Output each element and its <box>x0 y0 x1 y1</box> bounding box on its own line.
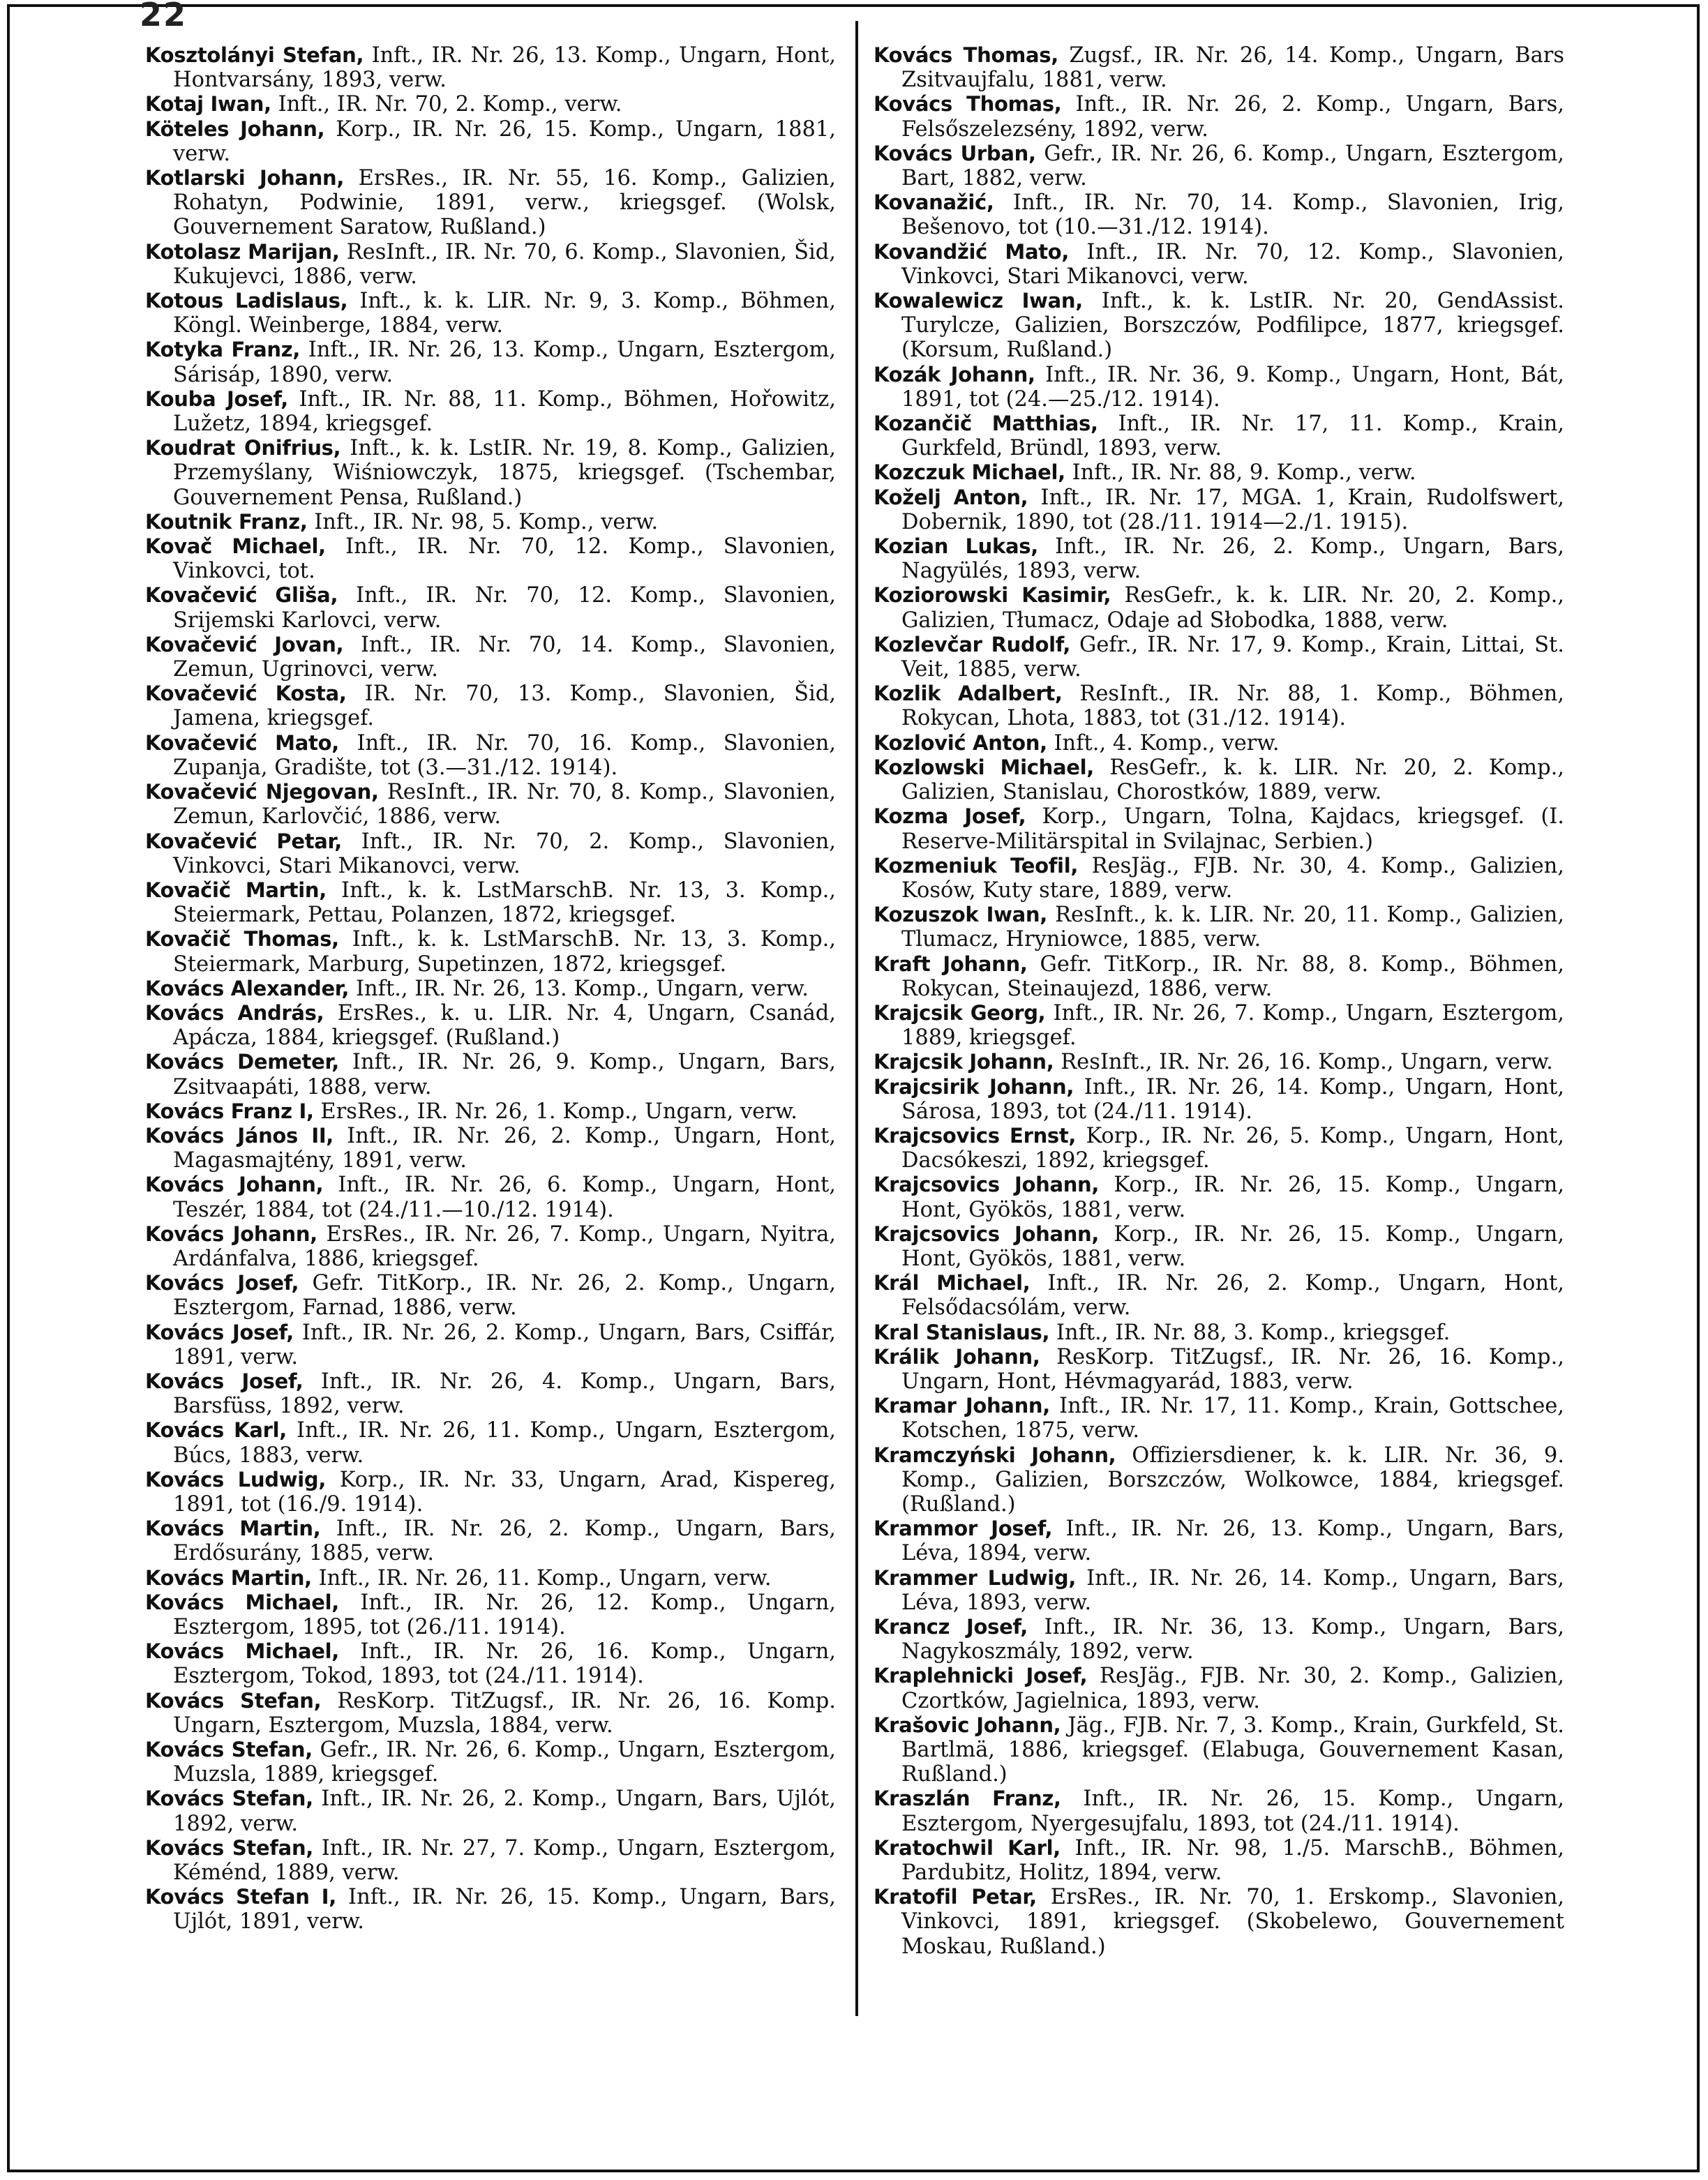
entry-name: Kraplehnicki Josef, <box>874 1664 1088 1688</box>
list-entry <box>874 903 1564 952</box>
list-entry <box>874 1443 1564 1517</box>
column-divider <box>855 21 858 2016</box>
entry-name: Kovács Franz I, <box>145 1099 314 1123</box>
list-entry <box>874 460 1564 485</box>
entry-name: Kotyka Franz, <box>145 338 301 362</box>
list-entry <box>874 142 1564 190</box>
entry-name: Kovačič Thomas, <box>145 927 339 952</box>
entry-details: ResInft., IR. Nr. 70, 6. Komp., Slavonien, Šid, Kukujevci, 1886, verw. <box>173 239 836 289</box>
entry-details: Inft., IR. Nr. 17, MGA. 1, Krain, Rudolfswert, Dobernik, 1890, tot (28./11. 1914—2./1. 1915). <box>901 485 1564 534</box>
entry-details: Inft., k. k. LstIR. Nr. 19, 8. Komp., Galizien, Przemyślany, Wiśniowczyk, 1875, kriegsgef. (Tschembar, Gouvernement Pensa, Rußland.) <box>173 436 837 510</box>
entry-details: ResGefr., k. k. LIR. Nr. 20, 2. Komp., Galizien, Tłumacz, Odaje ad Słobodka, 1888, verw. <box>901 583 1564 633</box>
entry-name: Kovács Stefan, <box>145 1688 322 1713</box>
left-column <box>145 43 836 1934</box>
entry-name: Kovačević Mato, <box>145 730 339 755</box>
entry-details: Inft., IR. Nr. 88, 11. Komp., Böhmen, Hořowitz, Lužetz, 1894, kriegsgef. <box>173 386 837 437</box>
list-entry <box>874 1321 1564 1345</box>
entry-details: Inft., IR. Nr. 98, 5. Komp., verw. <box>307 509 659 534</box>
list-entry <box>145 927 836 976</box>
list-entry <box>874 804 1564 853</box>
entry-name: Kramczyński Johann, <box>874 1443 1116 1467</box>
list-entry <box>145 780 836 829</box>
entry-name: Kozuszok Iwan, <box>874 903 1047 927</box>
list-entry <box>145 1418 836 1467</box>
entry-name: Kovács Ludwig, <box>145 1467 327 1491</box>
entry-details: Inft., IR. Nr. 26, 7. Komp., Ungarn, Esztergom, 1889, kriegsgef. <box>901 1000 1564 1051</box>
entry-details: Inft., IR. Nr. 26, 15. Komp., Ungarn, Bars, Ujlót, 1891, verw. <box>173 1885 836 1934</box>
entry-details: Inft., IR. Nr. 26, 13. Komp., Ungarn, Esztergom, Sárisáp, 1890, verw. <box>173 338 836 387</box>
list-entry <box>874 633 1564 682</box>
list-entry <box>145 583 836 632</box>
list-entry <box>874 1050 1564 1074</box>
list-entry <box>145 1738 836 1787</box>
list-entry <box>874 756 1564 804</box>
list-entry <box>145 1050 836 1099</box>
entry-details: Inft., IR. Nr. 17, 11. Komp., Krain, Gurkfeld, Bründl, 1893, verw. <box>901 412 1564 461</box>
entry-name: Kovács Martin, <box>145 1517 321 1541</box>
entry-details: Inft., IR. Nr. 26, 6. Komp., Ungarn, Hont, Teszér, 1884, tot (24./11.—10./12. 1914). <box>173 1173 836 1222</box>
entry-details: Inft., IR. Nr. 26, 2. Komp., Ungarn, Bars, Ujlót, 1892, verw. <box>173 1787 836 1836</box>
entry-name: Kovács Stefan, <box>145 1787 313 1811</box>
list-entry <box>145 1566 836 1591</box>
entry-name: Kovács János II, <box>145 1123 334 1148</box>
entry-name: Kovanažić, <box>874 190 994 215</box>
entry-name: Koželj Anton, <box>874 485 1028 509</box>
list-entry <box>145 1369 836 1418</box>
list-entry <box>145 1787 836 1835</box>
list-entry <box>145 1321 836 1369</box>
entry-details: ResInft., IR. Nr. 88, 1. Komp., Böhmen, Rokycan, Lhota, 1883, tot (31./12. 1914). <box>901 682 1564 731</box>
list-entry <box>145 1222 836 1271</box>
entry-name: Kovács Thomas, <box>874 92 1062 116</box>
list-entry <box>145 829 836 878</box>
list-entry <box>145 1885 836 1934</box>
entry-name: Kozlowski Michael, <box>874 755 1095 779</box>
entry-details: Inft., IR. Nr. 26, 11. Komp., Ungarn, Esztergom, Búcs, 1883, verw. <box>173 1418 837 1468</box>
entry-details: IR. Nr. 70, 13. Komp., Slavonien, Šid, Jamena, kriegsgef. <box>173 682 836 731</box>
entry-name: Kozlović Anton, <box>874 730 1047 755</box>
entry-details: Inft., IR. Nr. 26, 9. Komp., Ungarn, Bars, Zsitvaapáti, 1888, verw. <box>173 1050 837 1099</box>
entry-name: Kovács Stefan I, <box>145 1885 336 1909</box>
entry-details: Inft., IR. Nr. 26, 14. Komp., Ungarn, Hont, Sárosa, 1893, tot (24./11. 1914). <box>901 1074 1565 1124</box>
entry-details: Inft., IR. Nr. 26, 16. Komp., Ungarn, Esztergom, Tokod, 1893, tot (24./11. 1914). <box>173 1639 836 1689</box>
entry-name: Kovačević Njegovan, <box>145 780 379 804</box>
entry-name: Kozmeniuk Teofil, <box>874 853 1079 878</box>
entry-details: Inft., IR. Nr. 70, 14. Komp., Slavonien, Zemun, Ugrinovci, verw. <box>173 632 836 682</box>
entry-details: Korp., Ungarn, Tolna, Kajdacs, kriegsgef. (I. Reserve-Militärspital in Svilajnac, Serbien.) <box>901 804 1564 854</box>
entry-details: Offiziersdiener, k. k. LIR. Nr. 36, 9. Komp., Galizien, Borszczów, Wolkowce, 1884, kriegsgef. (Rußland.) <box>901 1443 1564 1517</box>
entry-details: ResJäg., FJB. Nr. 30, 4. Komp., Galizien, Kosów, Kuty stare, 1889, verw. <box>901 853 1565 903</box>
list-entry <box>874 1001 1564 1050</box>
entry-name: Kovács Johann, <box>145 1173 324 1197</box>
entry-details: Inft., IR. Nr. 26, 2. Komp., Ungarn, Bars, Erdősurány, 1885, verw. <box>173 1517 836 1566</box>
entry-details: Inft., k. k. LstMarschB. Nr. 13, 3. Komp., Steiermark, Pettau, Polanzen, 1872, kriegsgef. <box>173 878 836 928</box>
entry-name: Koutnik Franz, <box>145 509 308 534</box>
list-entry <box>145 1173 836 1221</box>
list-entry <box>874 583 1564 632</box>
entry-details: Gefr., IR. Nr. 17, 9. Komp., Krain, Littai, St. Veit, 1885, verw. <box>901 632 1564 682</box>
entry-name: Kral Stanislaus, <box>874 1320 1050 1344</box>
entry-details: Inft., IR. Nr. 26, 2. Komp., Ungarn, Bars, Felsőszelezsény, 1892, verw. <box>901 92 1564 142</box>
entry-name: Kouba Josef, <box>145 386 288 411</box>
entry-details: Inft., k. k. LIR. Nr. 9, 3. Komp., Böhmen, Köngl. Weinberge, 1884, verw. <box>173 289 836 338</box>
list-entry <box>145 1099 836 1124</box>
entry-name: Kratochwil Karl, <box>874 1835 1061 1860</box>
list-entry <box>145 682 836 730</box>
entry-details: ErsRes., k. u. LIR. Nr. 4, Ungarn, Csanád, Apácza, 1884, kriegsgef. (Rußland.) <box>173 1000 836 1051</box>
entry-name: Kratofil Petar, <box>874 1885 1037 1909</box>
entry-details: ErsRes., IR. Nr. 26, 1. Komp., Ungarn, verw. <box>313 1099 797 1124</box>
list-entry <box>145 1271 836 1320</box>
entry-details: Inft., IR. Nr. 36, 13. Komp., Ungarn, Bars, Nagykoszmály, 1892, verw. <box>901 1615 1564 1664</box>
list-entry <box>145 1001 836 1050</box>
list-entry <box>874 1394 1564 1443</box>
list-entry <box>145 878 836 927</box>
entry-name: Kozák Johann, <box>874 362 1035 386</box>
entry-details: ResInft., IR. Nr. 70, 8. Komp., Slavonien, Zemun, Karlovčić, 1886, verw. <box>173 780 836 829</box>
list-entry <box>874 1566 1564 1615</box>
entry-name: Kovács Michael, <box>145 1639 339 1664</box>
entry-name: Kozlik Adalbert, <box>874 682 1063 706</box>
entry-details: Jäg., FJB. Nr. 7, 3. Komp., Krain, Gurkfeld, St. Bartlmä, 1886, kriegsgef. (Elabuga, Gouvernement Kasan, Rußland.) <box>901 1713 1564 1787</box>
entry-details: Inft., IR. Nr. 26, 2. Komp., Ungarn, Hont, Felsődacsólám, verw. <box>901 1271 1565 1321</box>
entry-details: Inft., IR. Nr. 17, 11. Komp., Krain, Gottschee, Kotschen, 1875, verw. <box>901 1394 1564 1443</box>
entry-name: Kotlarski Johann, <box>145 166 345 190</box>
entry-details: Inft., IR. Nr. 26, 13. Komp., Ungarn, Hont, Hontvarsány, 1893, verw. <box>173 43 836 93</box>
entry-details: Korp., IR. Nr. 26, 15. Komp., Ungarn, 1881, verw. <box>173 116 836 166</box>
list-entry <box>145 1836 836 1885</box>
list-entry <box>145 1591 836 1639</box>
list-entry <box>874 412 1564 460</box>
list-entry <box>874 486 1564 534</box>
entry-name: Krašovic Johann, <box>874 1713 1061 1737</box>
entry-details: Inft., IR. Nr. 88, 9. Komp., verw. <box>1065 460 1416 486</box>
entry-name: Kovács Stefan, <box>145 1835 314 1860</box>
entry-name: Kovács Josef, <box>145 1320 294 1344</box>
entry-details: Inft., IR. Nr. 26, 4. Komp., Ungarn, Bars, Barsfüss, 1892, verw. <box>173 1369 836 1419</box>
list-entry <box>145 289 836 338</box>
entry-details: ResGefr., k. k. LIR. Nr. 20, 2. Komp., Galizien, Stanislau, Chorostków, 1889, verw. <box>901 755 1564 805</box>
list-entry <box>145 92 836 116</box>
list-entry <box>874 1271 1564 1320</box>
list-entry <box>145 1468 836 1517</box>
entry-name: Krancz Josef, <box>874 1615 1028 1639</box>
list-entry <box>145 731 836 780</box>
entry-name: Kovačević Petar, <box>145 829 342 853</box>
entry-name: Krajcsovics Johann, <box>874 1173 1100 1197</box>
entry-details: Gefr. TitKorp., IR. Nr. 26, 2. Komp., Ungarn, Esztergom, Farnad, 1886, verw. <box>173 1271 836 1321</box>
list-entry <box>145 977 836 1001</box>
list-entry <box>145 534 836 583</box>
entry-name: Kovačič Martin, <box>145 878 327 902</box>
entry-name: Kovačević Jovan, <box>145 632 344 656</box>
list-entry <box>874 1075 1564 1124</box>
entry-name: Kovács Demeter, <box>145 1050 339 1074</box>
entry-name: Kowalewicz Iwan, <box>874 289 1083 313</box>
entry-details: Inft., IR. Nr. 26, 2. Komp., Ungarn, Bars, Csiffár, 1891, verw. <box>173 1320 836 1369</box>
list-entry <box>874 1615 1564 1664</box>
list-entry <box>874 289 1564 363</box>
entry-details: ResInft., IR. Nr. 26, 16. Komp., Ungarn, verw. <box>1054 1050 1553 1075</box>
entry-name: Kovács Karl, <box>145 1418 287 1443</box>
list-entry <box>145 1689 836 1738</box>
entry-name: Kosztolányi Stefan, <box>145 43 364 67</box>
list-entry <box>145 633 836 682</box>
entry-details: Inft., IR. Nr. 27, 7. Komp., Ungarn, Esztergom, Kéménd, 1889, verw. <box>173 1835 836 1886</box>
entry-details: Korp., IR. Nr. 26, 5. Komp., Ungarn, Hont, Dacsókeszi, 1892, kriegsgef. <box>901 1123 1564 1173</box>
entry-name: Kozančič Matthias, <box>874 412 1098 436</box>
list-entry <box>145 166 836 240</box>
entry-details: ResInft., k. k. LIR. Nr. 20, 11. Komp., Galizien, Tlumacz, Hryniowce, 1885, verw. <box>901 903 1565 952</box>
entry-details: Inft., IR. Nr. 70, 2. Komp., Slavonien, Vinkovci, Stari Mikanovci, verw. <box>173 829 836 878</box>
entry-name: Kovács Josef, <box>145 1271 299 1295</box>
entry-details: ErsRes., IR. Nr. 26, 7. Komp., Ungarn, Nyitra, Ardánfalva, 1886, kriegsgef. <box>173 1221 836 1271</box>
list-entry <box>874 731 1564 756</box>
entry-details: Inft., IR. Nr. 26, 12. Komp., Ungarn, Esztergom, 1895, tot (26./11. 1914). <box>173 1590 836 1639</box>
entry-name: Krajcsik Johann, <box>874 1050 1054 1074</box>
entry-details: Inft., k. k. LstIR. Nr. 20, GendAssist. Turylcze, Galizien, Borszczów, Podfilipce, 1877, kriegsgef. (Korsum, Rußland.) <box>901 289 1564 363</box>
entry-details: Inft., IR. Nr. 26, 2. Komp., Ungarn, Bars, Nagyülés, 1893, verw. <box>901 534 1565 584</box>
entry-details: Inft., IR. Nr. 70, 2. Komp., verw. <box>271 92 622 117</box>
list-entry <box>874 1124 1564 1173</box>
entry-name: Králik Johann, <box>874 1344 1040 1369</box>
list-entry <box>874 363 1564 412</box>
entry-name: Kotous Ladislaus, <box>145 289 348 313</box>
list-entry <box>874 1885 1564 1959</box>
list-entry <box>874 1345 1564 1394</box>
entry-details: ResKorp. TitZugsf., IR. Nr. 26, 16. Komp. Ungarn, Esztergom, Muzsla, 1884, verw. <box>173 1688 836 1738</box>
entry-details: Gefr., IR. Nr. 26, 6. Komp., Ungarn, Esztergom, Bart, 1882, verw. <box>901 141 1564 191</box>
list-entry <box>874 1787 1564 1835</box>
entry-name: Kramar Johann, <box>874 1394 1050 1418</box>
list-entry <box>145 1639 836 1688</box>
list-entry <box>874 1836 1564 1885</box>
entry-details: ResKorp. TitZugsf., IR. Nr. 26, 16. Komp., Ungarn, Hont, Hévmagyarád, 1883, verw. <box>901 1344 1564 1394</box>
entry-details: Korp., IR. Nr. 33, Ungarn, Arad, Kispereg, 1891, tot (16./9. 1914). <box>173 1467 836 1517</box>
entry-details: Inft., IR. Nr. 26, 13. Komp., Ungarn, verw. <box>349 976 809 1001</box>
entry-details: Inft., IR. Nr. 70, 12. Komp., Slavonien, Srijemski Karlovci, verw. <box>173 583 836 633</box>
entry-name: Koudrat Onifrius, <box>145 436 341 460</box>
entry-name: Krajcsovics Ernst, <box>874 1123 1077 1148</box>
entry-details: ResJäg., FJB. Nr. 30, 2. Komp., Galizien, Czortków, Jagielnica, 1893, verw. <box>901 1664 1564 1713</box>
page-number: 22 <box>140 0 188 33</box>
entry-details: Inft., 4. Komp., verw. <box>1047 730 1280 756</box>
entry-name: Köteles Johann, <box>145 116 325 141</box>
list-entry <box>145 240 836 289</box>
entry-name: Krajcsirik Johann, <box>874 1074 1074 1099</box>
entry-details: Inft., IR. Nr. 88, 3. Komp., kriegsgef. <box>1049 1320 1451 1345</box>
entry-details: Inft., IR. Nr. 26, 11. Komp., Ungarn, verw. <box>311 1565 772 1591</box>
entry-details: Inft., IR. Nr. 70, 12. Komp., Slavonien, Vinkovci, tot. <box>173 534 836 584</box>
entry-details: Inft., IR. Nr. 26, 14. Komp., Ungarn, Bars, Léva, 1893, verw. <box>901 1565 1564 1615</box>
entry-name: Kovačević Gliša, <box>145 583 338 608</box>
entry-name: Krammer Ludwig, <box>874 1565 1077 1590</box>
list-entry <box>145 338 836 386</box>
list-entry <box>145 1124 836 1173</box>
list-entry <box>874 854 1564 903</box>
list-entry <box>145 43 836 92</box>
entry-details: ErsRes., IR. Nr. 70, 1. Erskomp., Slavonien, Vinkovci, 1891, kriegsgef. (Skobelewo, Gouvernement Moskau, Rußland.) <box>901 1885 1564 1959</box>
entry-name: Kovács Thomas, <box>874 43 1058 67</box>
list-entry <box>874 1222 1564 1271</box>
entry-name: Krammor Josef, <box>874 1517 1053 1541</box>
entry-details: Inft., IR. Nr. 70, 12. Komp., Slavonien, Vinkovci, Stari Mikanovci, verw. <box>901 239 1564 289</box>
list-entry <box>145 117 836 166</box>
list-entry <box>874 43 1564 92</box>
entry-name: Kovács András, <box>145 1000 324 1025</box>
list-entry <box>874 190 1564 239</box>
entry-name: Kovács Johann, <box>145 1221 317 1246</box>
entry-name: Kovács Alexander, <box>145 976 350 1000</box>
entry-name: Koziorowski Kasimir, <box>874 583 1111 608</box>
entry-details: Inft., k. k. LstMarschB. Nr. 13, 3. Komp., Steiermark, Marburg, Supetinzen, 1872, kriegsgef. <box>173 927 836 977</box>
entry-details: Inft., IR. Nr. 26, 13. Komp., Ungarn, Bars, Léva, 1894, verw. <box>901 1517 1564 1566</box>
entry-name: Kraft Johann, <box>874 952 1028 976</box>
list-entry <box>145 510 836 534</box>
right-column <box>874 43 1564 1959</box>
entry-name: Krajcsovics Johann, <box>874 1221 1100 1246</box>
entry-details: Inft., IR. Nr. 70, 16. Komp., Slavonien, Zupanja, Gradište, tot (3.—31./12. 1914). <box>173 730 836 780</box>
entry-name: Kozczuk Michael, <box>874 460 1065 485</box>
entry-details: Korp., IR. Nr. 26, 15. Komp., Ungarn, Hont, Gyökös, 1881, verw. <box>901 1221 1564 1271</box>
list-entry <box>874 1517 1564 1565</box>
entry-details: Inft., IR. Nr. 26, 15. Komp., Ungarn, Esztergom, Nyergesujfalu, 1893, tot (24./11. 1914). <box>901 1787 1564 1836</box>
list-entry <box>874 1664 1564 1713</box>
list-entry <box>145 436 836 510</box>
entry-name: Kovandžić Mato, <box>874 239 1070 264</box>
entry-name: Kovács Michael, <box>145 1590 339 1614</box>
entry-details: Inft., IR. Nr. 36, 9. Komp., Ungarn, Hont, Bát, 1891, tot (24.—25./12. 1914). <box>901 362 1564 412</box>
list-entry <box>874 952 1564 1001</box>
entry-details: Inft., IR. Nr. 26, 2. Komp., Ungarn, Hont, Magasmajtény, 1891, verw. <box>173 1123 836 1173</box>
entry-details: Inft., IR. Nr. 98, 1./5. MarschB., Böhmen, Pardubitz, Holitz, 1894, verw. <box>901 1835 1564 1886</box>
list-entry <box>874 92 1564 141</box>
entry-name: Král Michael, <box>874 1271 1031 1295</box>
entry-name: Kozian Lukas, <box>874 534 1038 559</box>
entry-details: Inft., IR. Nr. 70, 14. Komp., Slavonien, Irig, Bešenovo, tot (10.—31./12. 1914). <box>901 190 1564 240</box>
entry-name: Kovács Josef, <box>145 1369 304 1393</box>
entry-details: ErsRes., IR. Nr. 55, 16. Komp., Galizien, Rohatyn, Podwinie, 1891, verw., kriegsgef. (Wolsk, Gouvernement Saratow, Rußland.) <box>173 166 837 240</box>
list-entry <box>874 534 1564 583</box>
entry-name: Kovács Urban, <box>874 141 1036 165</box>
entry-name: Kovács Martin, <box>145 1565 312 1590</box>
entry-name: Kotaj Iwan, <box>145 92 271 116</box>
entry-name: Kozlevčar Rudolf, <box>874 632 1071 656</box>
entry-name: Kovács Stefan, <box>145 1738 313 1762</box>
list-entry <box>874 240 1564 289</box>
entry-name: Kraszlán Franz, <box>874 1787 1061 1811</box>
entry-name: Kotolasz Marijan, <box>145 239 340 264</box>
list-entry <box>874 682 1564 730</box>
entry-name: Kovač Michael, <box>145 534 326 559</box>
entry-name: Krajcsik Georg, <box>874 1000 1046 1025</box>
list-entry <box>874 1713 1564 1787</box>
entry-details: Zugsf., IR. Nr. 26, 14. Komp., Ungarn, Bars Zsitvaujfalu, 1881, verw. <box>901 43 1564 93</box>
entry-name: Kovačević Kosta, <box>145 682 347 706</box>
list-entry <box>874 1173 1564 1221</box>
entry-details: Gefr. TitKorp., IR. Nr. 88, 8. Komp., Böhmen, Rokycan, Steinaujezd, 1886, verw. <box>901 952 1564 1001</box>
list-entry <box>145 387 836 436</box>
entry-details: Gefr., IR. Nr. 26, 6. Komp., Ungarn, Esztergom, Muzsla, 1889, kriegsgef. <box>173 1738 836 1787</box>
list-entry <box>145 1517 836 1565</box>
entry-details: Korp., IR. Nr. 26, 15. Komp., Ungarn, Hont, Gyökös, 1881, verw. <box>901 1173 1564 1222</box>
entry-name: Kozma Josef, <box>874 804 1026 829</box>
